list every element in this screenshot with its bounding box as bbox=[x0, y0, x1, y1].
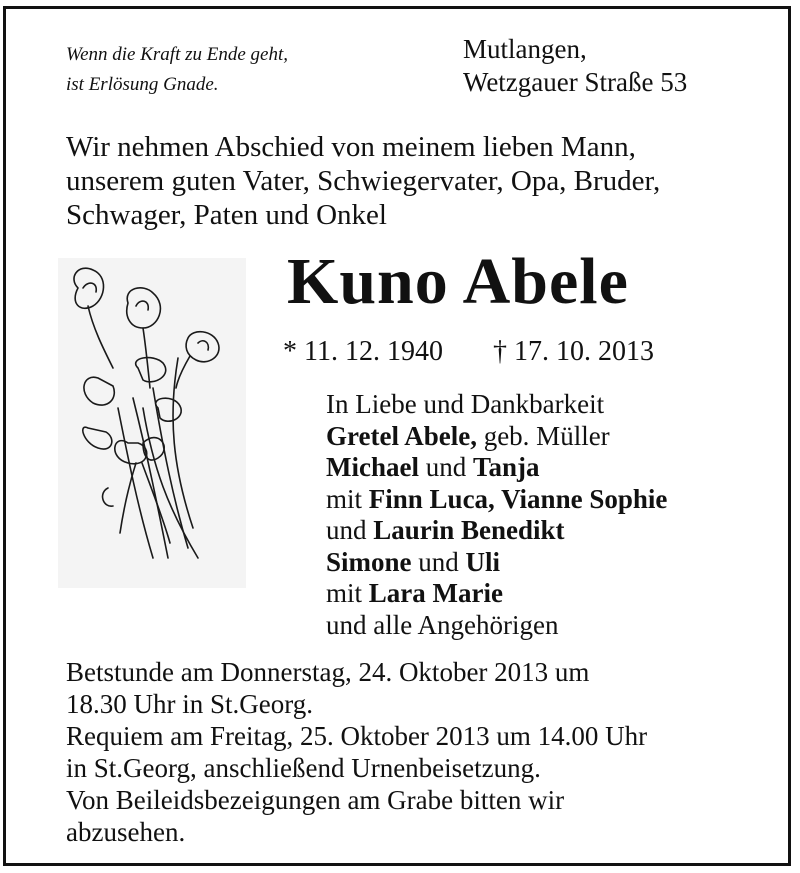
family-line bbox=[326, 484, 667, 516]
family-text: mit bbox=[326, 483, 369, 514]
family-line bbox=[326, 578, 667, 610]
service-line: abzusehen. bbox=[66, 817, 186, 847]
family-member: Michael bbox=[326, 452, 419, 482]
family-line bbox=[326, 547, 667, 579]
intro-text bbox=[66, 130, 660, 232]
motto bbox=[66, 40, 288, 100]
family-text: und bbox=[411, 546, 466, 577]
address-line: Mutlangen, bbox=[463, 34, 587, 64]
motto-line: ist Erlösung Gnade. bbox=[66, 74, 219, 95]
family-line: In Liebe und Dankbarkeit bbox=[326, 389, 605, 419]
family-member: Gretel Abele, bbox=[326, 420, 477, 451]
family-text: und bbox=[418, 452, 473, 482]
family-member: Simone bbox=[326, 546, 412, 577]
service-line: Von Beileidsbezeigungen am Grabe bitten wir bbox=[66, 785, 565, 815]
service-line: Requiem am Freitag, 25. Oktober 2013 um 14.00 Uhr bbox=[66, 721, 648, 751]
family-member: Finn Luca, Vianne Sophie bbox=[368, 483, 668, 514]
family-member: Uli bbox=[465, 546, 501, 577]
family-line bbox=[326, 421, 667, 453]
intro-line: Wir nehmen Abschied von meinem lieben Mann, bbox=[66, 131, 636, 163]
service-line: Betstunde am Donnerstag, 24. Oktober 2013 um bbox=[66, 657, 590, 687]
address-line: Wetzgauer Straße 53 bbox=[463, 67, 688, 97]
family-member: Tanja bbox=[472, 452, 540, 482]
family-text: und bbox=[326, 515, 374, 545]
address bbox=[463, 33, 687, 99]
service-info bbox=[66, 656, 647, 848]
family-list bbox=[326, 389, 667, 641]
family-line: und alle Angehörigen bbox=[326, 609, 559, 640]
flower-bouquet-icon bbox=[58, 258, 246, 588]
deceased-name: Kuno Abele bbox=[287, 245, 629, 318]
death-date: † 17. 10. 2013 bbox=[492, 336, 654, 367]
intro-line: unserem guten Vater, Schwiegervater, Opa, Bruder, bbox=[66, 165, 661, 197]
service-line: in St.Georg, anschließend Urnenbeisetzung. bbox=[66, 753, 541, 783]
family-member: Laurin Benedikt bbox=[373, 515, 565, 545]
intro-line: Schwager, Paten und Onkel bbox=[66, 199, 387, 231]
family-line bbox=[326, 452, 667, 484]
family-text: mit bbox=[326, 578, 369, 608]
family-line bbox=[326, 515, 667, 547]
life-dates bbox=[283, 334, 654, 370]
service-line: 18.30 Uhr in St.Georg. bbox=[66, 689, 313, 719]
birth-date: * 11. 12. 1940 bbox=[283, 336, 443, 367]
family-text: geb. Müller bbox=[476, 420, 610, 451]
motto-line: Wenn die Kraft zu Ende geht, bbox=[66, 44, 288, 65]
family-member: Lara Marie bbox=[368, 578, 503, 608]
